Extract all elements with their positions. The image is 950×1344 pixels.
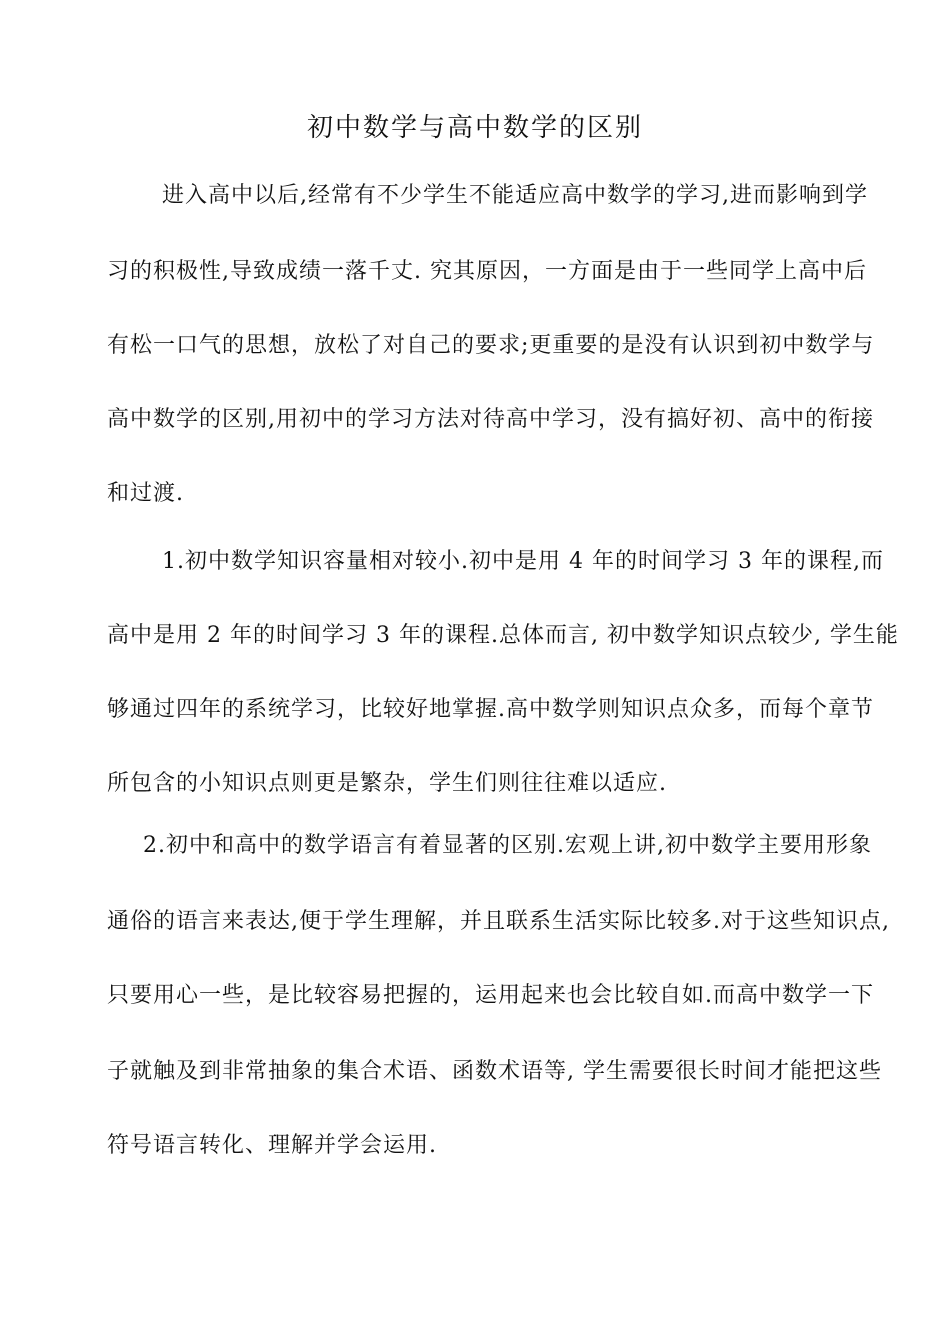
- paragraph-3-line-4: 子就触及到非常抽象的集合术语、函数术语等, 学生需要很长时间才能把这些: [107, 1059, 882, 1084]
- paragraph-3-line-2: 通俗的语言来表达,便于学生理解，并且联系生活实际比较多.对于这些知识点,: [107, 909, 890, 934]
- page-title: 初中数学与高中数学的区别: [306, 113, 643, 143]
- paragraph-1-line-3: 有松一口气的思想，放松了对自己的要求;更重要的是没有认识到初中数学与: [107, 333, 875, 358]
- paragraph-2-line-2: 高中是用 2 年的时间学习 3 年的课程.总体而言, 初中数学知识点较少, 学生能: [107, 623, 899, 648]
- paragraph-1-line-1: 进入高中以后,经常有不少学生不能适应高中数学的学习,进而影响到学: [162, 183, 868, 208]
- paragraph-3-line-1: 2.初中和高中的数学语言有着显著的区别.宏观上讲,初中数学主要用形象: [143, 833, 872, 858]
- paragraph-1-line-4: 高中数学的区别,用初中的学习方法对待高中学习，没有搞好初、高中的衔接: [107, 407, 874, 432]
- paragraph-3-line-3: 只要用心一些，是比较容易把握的，运用起来也会比较自如.而高中数学一下: [107, 983, 874, 1008]
- paragraph-2-line-4: 所包含的小知识点则更是繁杂，学生们则往往难以适应.: [107, 771, 667, 796]
- paragraph-1-line-2: 习的积极性,导致成绩一落千丈. 究其原因，一方面是由于一些同学上高中后: [107, 259, 867, 284]
- paragraph-2-line-3: 够通过四年的系统学习，比较好地掌握.高中数学则知识点众多，而每个章节: [107, 697, 874, 722]
- paragraph-1-line-5: 和过渡.: [107, 481, 184, 506]
- paragraph-2-line-1: 1.初中数学知识容量相对较小.初中是用 4 年的时间学习 3 年的课程,而: [162, 549, 884, 574]
- paragraph-3-line-5: 符号语言转化、理解并学会运用.: [107, 1133, 437, 1158]
